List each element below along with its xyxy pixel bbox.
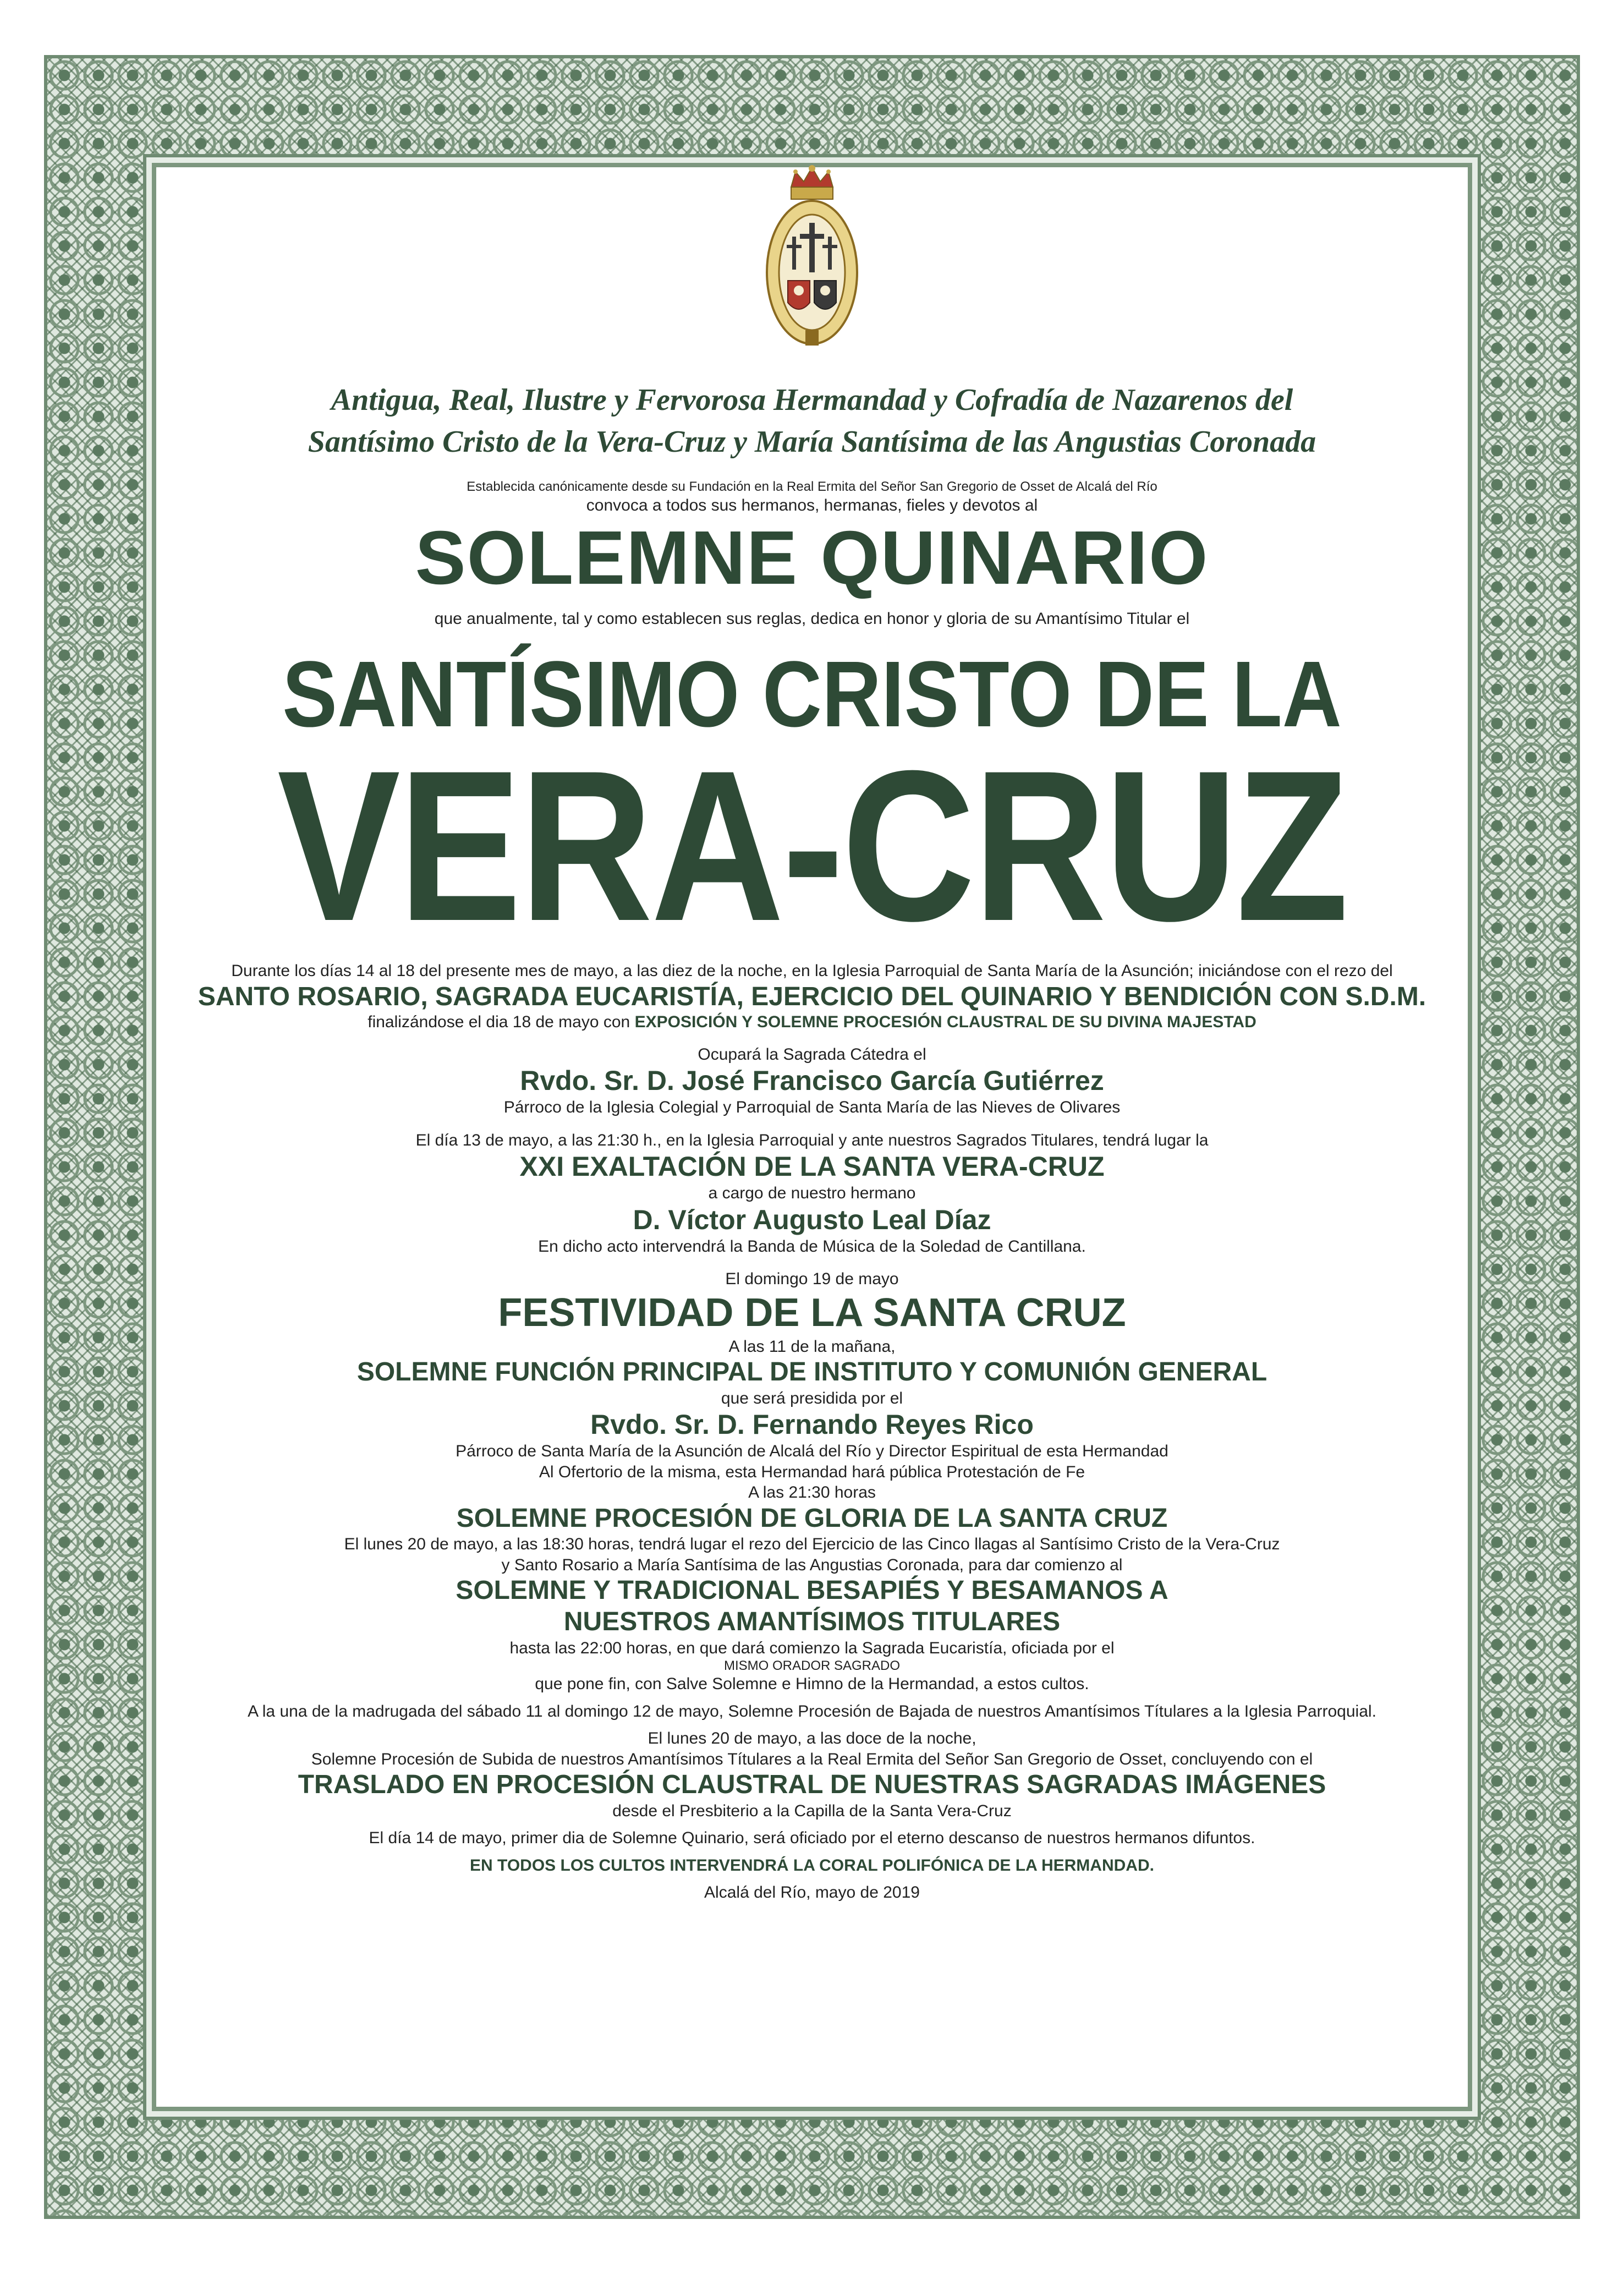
lunes-20-doce-text: El lunes 20 de mayo, a las doce de la noche, (648, 1729, 976, 1748)
exaltacion-heading: XXI EXALTACIÓN DE LA SANTA VERA-CRUZ (519, 1151, 1105, 1182)
festividad-heading: FESTIVIDAD DE LA SANTA CRUZ (498, 1290, 1126, 1335)
solemne-quinario-heading: SOLEMNE QUINARIO (415, 516, 1209, 600)
hermandad-name-line-1: Antigua, Real, Ilustre y Fervorosa Hermandad y Cofradía de Nazarenos del (331, 383, 1293, 417)
rosario-heading: SANTO ROSARIO, SAGRADA EUCARISTÍA, EJERCICIO DEL QUINARIO Y BENDICIÓN CON S.D.M. (197, 982, 1427, 1011)
a-cargo-text: a cargo de nuestro hermano (708, 1184, 916, 1203)
procesion-gloria-heading: SOLEMNE PROCESIÓN DE GLORIA DE LA SANTA CRUZ (456, 1503, 1168, 1533)
ocupara-text: Ocupará la Sagrada Cátedra el (698, 1045, 926, 1064)
orador-2-name: Rvdo. Sr. D. Fernando Reyes Rico (590, 1409, 1034, 1440)
lunes-20-line-2: y Santo Rosario a María Santísima de las Angustias Coronada, para dar comienzo al (501, 1555, 1123, 1574)
orador-1-cargo: Párroco de la Iglesia Colegial y Parroquial de Santa María de las Nieves de Olivares (503, 1098, 1121, 1117)
hermandad-crest-icon (762, 165, 862, 352)
coral-text: EN TODOS LOS CULTOS INTERVENDRÁ LA CORAL POLIFÓNICA DE LA HERMANDAD. (470, 1856, 1154, 1875)
cristo-heading: SANTÍSIMO CRISTO DE LA (282, 642, 1342, 747)
hermandad-name-line-2: Santísimo Cristo de la Vera-Cruz y María Santísima de las Angustias Coronada (308, 424, 1316, 459)
banda-text: En dicho acto intervendrá la Banda de Música de la Soledad de Cantillana. (538, 1237, 1086, 1256)
funcion-heading: SOLEMNE FUNCIÓN PRINCIPAL DE INSTITUTO Y COMUNIÓN GENERAL (356, 1357, 1268, 1387)
finalizandose-prefix: finalizándose el dia 18 de mayo con (367, 1013, 630, 1032)
establecida-text: Establecida canónicamente desde su Fundación en la Real Ermita del Señor San Gregorio de Osset de Alcalá del Río (467, 479, 1157, 495)
durante-text: Durante los días 14 al 18 del presente mes de mayo, a las diez de la noche, en la Iglesia Parroquial de Santa María de la Asunción; iniciándose con el rezo del (231, 962, 1393, 980)
ofertorio-text: Al Ofertorio de la misma, esta Hermandad hará pública Protestación de Fe (539, 1462, 1085, 1481)
hasta-text: hasta las 22:00 horas, en que dará comienzo la Sagrada Eucaristía, oficiada por el (509, 1639, 1115, 1657)
desde-text: desde el Presbiterio a la Capilla de la Santa Vera-Cruz (612, 1801, 1012, 1820)
besapies-heading-2: NUESTROS AMANTÍSIMOS TITULARES (563, 1607, 1061, 1636)
vera-cruz-heading: VERA-CRUZ (277, 725, 1347, 966)
dedica-text: que anualmente, tal y como establecen sus reglas, dedica en honor y gloria de su Amantísimo Titular el (434, 609, 1190, 628)
orador-1-name: Rvdo. Sr. D. José Francisco García Gutiérrez (520, 1065, 1104, 1097)
bajada-text: A la una de la madrugada del sábado 11 al domingo 12 de mayo, Solemne Procesión de Bajada de nuestros Amantísimos Títulares a la Iglesia Parroquial. (248, 1702, 1376, 1720)
lunes-20-line-1: El lunes 20 de mayo, a las 18:30 horas, tendrá lugar el rezo del Ejercicio de las Cinco llagas al Santísimo Cristo de la Vera-Cruz (344, 1535, 1280, 1554)
convoca-text: convoca a todos sus hermanos, hermanas, fieles y devotos al (586, 496, 1038, 514)
finalizandose-bold: EXPOSICIÓN Y SOLEMNE PROCESIÓN CLAUSTRAL DE SU DIVINA MAJESTAD (634, 1013, 1257, 1032)
a-las-2130-text: A las 21:30 horas (748, 1483, 876, 1502)
exaltador-name: D. Víctor Augusto Leal Díaz (633, 1204, 991, 1235)
pone-fin-text: que pone fin, con Salve Solemne e Himno de la Hermandad, a estos cultos. (535, 1675, 1089, 1694)
fecha-text: Alcalá del Río, mayo de 2019 (704, 1883, 920, 1902)
dia-14-text: El día 14 de mayo, primer dia de Solemne Quinario, será oficiado por el eterno descanso de nuestros hermanos difuntos. (369, 1829, 1255, 1848)
mismo-orador-text: MISMO ORADOR SAGRADO (723, 1658, 901, 1674)
poster-content (171, 165, 1453, 1903)
orador-2-cargo: Párroco de Santa María de la Asunción de Alcalá del Río y Director Espiritual de esta Hermandad (456, 1442, 1168, 1461)
finalizandose-text (171, 1012, 1453, 1032)
domingo-text: El domingo 19 de mayo (725, 1270, 899, 1289)
subida-text: Solemne Procesión de Subida de nuestros Amantísimos Títulares a la Real Ermita del Señor San Gregorio de Osset, concluyendo con el (311, 1750, 1313, 1768)
presidida-text: que será presidida por el (721, 1389, 903, 1407)
besapies-heading-1: SOLEMNE Y TRADICIONAL BESAPIÉS Y BESAMANOS A (456, 1576, 1168, 1606)
traslado-heading: TRASLADO EN PROCESIÓN CLAUSTRAL DE NUESTRAS SAGRADAS IMÁGENES (298, 1770, 1326, 1800)
a-las-11-text: A las 11 de la mañana, (728, 1337, 896, 1356)
dia-13-text: El día 13 de mayo, a las 21:30 h., en la Iglesia Parroquial y ante nuestros Sagrados Titulares, tendrá lugar la (415, 1131, 1209, 1149)
